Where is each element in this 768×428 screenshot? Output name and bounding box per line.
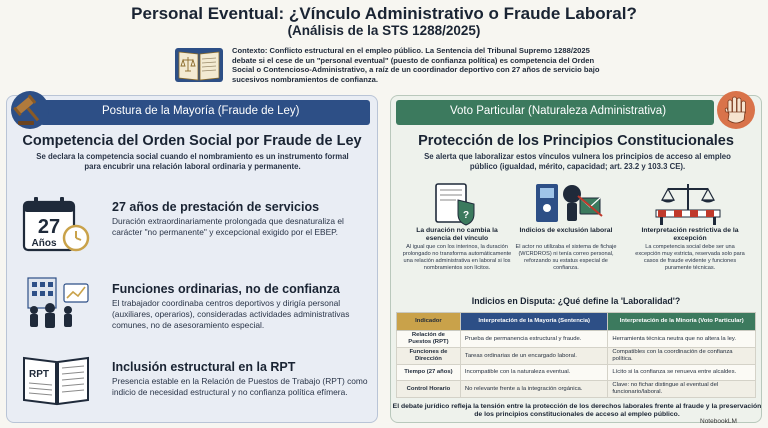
item-rpt-desc: Presencia estable en la Relación de Puestos de Trabajo (RPT) como indicio de necesidad estructural y no confianza política efímera. [112, 376, 368, 397]
table-title: Indicios en Disputa: ¿Qué define la 'Laboralidad'? [471, 296, 681, 306]
table-header-minority: Interpretación de la Minoría (Voto Particular) [608, 313, 756, 331]
page-subtitle: (Análisis de la STS 1288/2025) [287, 23, 481, 38]
table-cell-majority: No relevante frente a la integración orgánica. [460, 381, 608, 398]
majority-heading: Competencia del Orden Social por Fraude de Ley [22, 133, 362, 149]
calendar-label: Años [31, 238, 57, 249]
law-book-icon [173, 44, 225, 86]
item-years-desc: Duración extraordinariamente prolongada que desnaturaliza el carácter "no permanente" y excepcional exigido por el EBEP. [112, 216, 344, 237]
minority-header: Voto Particular (Naturaleza Administrativa) [396, 100, 714, 125]
table-row [397, 381, 756, 398]
card-exclusion-desc: El actor no utilizaba el sistema de fichaje (WCRDROS) ni tenía correo personal, reforzando su estatus especial de confianza. [515, 244, 617, 271]
item-functions-desc: El trabajador coordinaba centros deportivos y dirigía personal (auxiliares, operarios), consideradas actividades administrativas comunes, no de asesoramiento especial. [112, 298, 350, 330]
card-exclusion-title: Indicios de exclusión laboral [519, 227, 613, 234]
item-years-title: 27 años de prestación de servicios [112, 200, 320, 214]
table-cell-majority: Tareas ordinarias de un encargado laboral. [460, 348, 608, 365]
table-cell-indicator: Relación de Puestos (RPT) [397, 331, 461, 348]
table-header-majority: Interpretación de la Mayoría (Sentencia) [460, 313, 608, 331]
context-text: Contexto: Conflicto estructural en el empleo público. La Sentencia del Tribunal Supremo 1288/2025 debate si el cese de un "personal eventual" (puesto de confianza política) es competencia del Orden Social o Contencioso-Administrativo, a raíz de un coordinador deportivo con 27 años de servicio bajo sucesivos nombramientos de confianza. [232, 46, 600, 84]
stop-hand-icon [714, 90, 758, 130]
table-row [397, 365, 756, 381]
rpt-book-icon [20, 350, 94, 408]
clock-in-envelope-icon [530, 180, 604, 226]
page-title: Personal Eventual: ¿Vínculo Administrativo o Fraude Laboral? [131, 4, 637, 23]
table-cell-majority: Prueba de permanencia estructural y fraude. [460, 331, 608, 348]
rpt-label: RPT [29, 369, 49, 380]
table-cell-indicator: Tiempo (27 años) [397, 365, 461, 381]
table-cell-minority: Lícito si la confianza se renueva entre alcaldes. [608, 365, 756, 381]
conclusion-text: El debate jurídico refleja la tensión entre la protección de los derechos laborales frente al fraude y la preservación de los principios constitucionales de acceso al empleo público. [392, 403, 762, 419]
table-row [397, 331, 756, 348]
minority-heading: Protección de los Principios Constitucionales [418, 133, 734, 149]
card-restrictive-title: Interpretación restrictiva de la excepción [641, 227, 739, 242]
team-icon [20, 272, 94, 330]
table-header-indicator: Indicador [397, 313, 461, 331]
notebooklm-watermark: NotebookLM [700, 418, 737, 425]
table-cell-majority: Incompatible con la naturaleza eventual. [460, 365, 608, 381]
table-cell-indicator: Control Horario [397, 381, 461, 398]
majority-description: Se declara la competencia social cuando el nombramiento es un instrumento formal para encubrir una relación laboral ordinaria y permanente. [36, 152, 349, 171]
table-cell-indicator: Funciones de Dirección [397, 348, 461, 365]
scales-barrier-icon [650, 180, 726, 226]
gavel-icon [8, 90, 52, 130]
table-cell-minority: Clave: no fichar distingue al eventual del funcionario/laboral. [608, 381, 756, 398]
svg-text:?: ? [462, 210, 470, 221]
item-functions-title: Funciones ordinarias, no de confianza [112, 282, 340, 296]
item-rpt-title: Inclusión estructural en la RPT [112, 360, 296, 374]
table-cell-minority: Compatibles con la coordinación de confianza política. [608, 348, 756, 365]
card-restrictive-desc: La competencia social debe ser una excepción muy estricta, reservada solo para casos de fraude evidente y funciones puramente técnicas. [635, 244, 745, 271]
table-cell-minority: Herramienta técnica neutra que no altera la ley. [608, 331, 756, 348]
shield-document-icon [428, 180, 484, 226]
calendar-number: 27 [37, 216, 61, 238]
indicators-table [396, 312, 756, 398]
table-row [397, 348, 756, 365]
calendar-icon [20, 196, 94, 254]
card-duration-desc: Al igual que con los interinos, la duración prolongado no transforma automáticamente una relación administrativa en laboral si los nombramientos son lícitos. [402, 244, 512, 271]
card-duration-title: La duración no cambia la esencia del vínculo [416, 227, 498, 242]
majority-header: Postura de la Mayoría (Fraude de Ley) [40, 100, 370, 125]
minority-description: Se alerta que laboralizar estos vínculos vulnera los principios de acceso al empleo público (igualdad, mérito, capacidad; art. 23.2 y 103.3 CE). [424, 152, 731, 171]
